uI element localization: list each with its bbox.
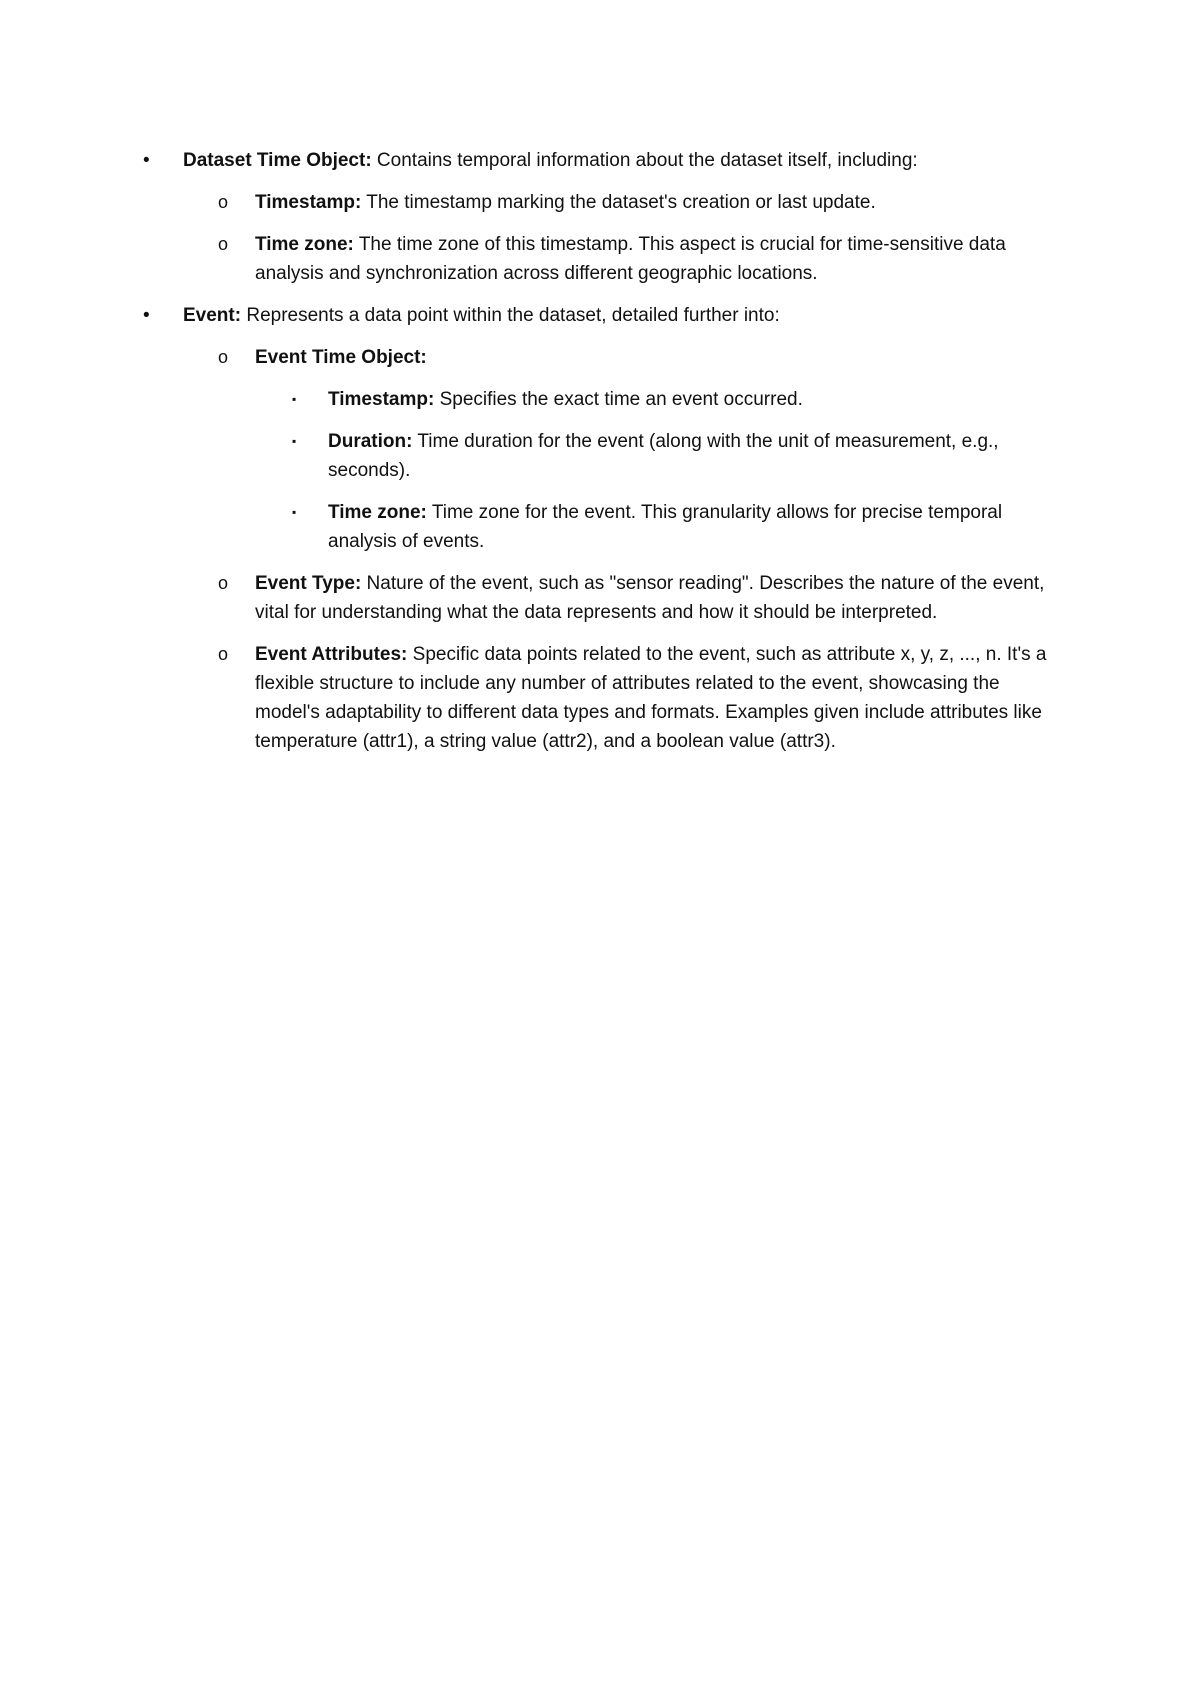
square-bullet-marker: ▪ [292, 434, 297, 448]
list-item-event-time-object [0, 343, 1055, 372]
list-item-description: Time zone for the event. This granularity allows for precise temporal analysis of events. [328, 502, 1003, 552]
list-item-text [255, 573, 1044, 623]
list-item-event-duration [0, 427, 1055, 485]
list-item-dataset-timestamp [0, 188, 1055, 217]
list-item-description: Represents a data point within the dataset, detailed further into: [241, 305, 780, 326]
list-item-text [255, 347, 427, 368]
list-item-description: Specific data points related to the event, such as attribute x, y, z, ..., n. It's a flexible structure to include any number of attributes related to the event, showcasing the model's adaptability to different data types and formats. Examples given include attributes like temperature (attr1), a string value (attr2), and a boolean value (attr3). [255, 644, 1047, 752]
list-item-term: Timestamp: [255, 192, 362, 213]
list-item-event-type [0, 569, 1055, 627]
list-item-term: Time zone: [328, 502, 427, 523]
sub-bullet-marker: o [218, 192, 229, 212]
list-item-text [255, 644, 1046, 752]
list-item-dataset-time-zone [0, 230, 1055, 288]
list-item-event-time-zone [0, 498, 1055, 556]
document-body [0, 146, 1200, 769]
list-item-event [0, 301, 1053, 330]
square-bullet-marker: ▪ [292, 392, 297, 406]
list-item-description: Specifies the exact time an event occurred. [434, 389, 803, 410]
list-item-term: Event Time Object: [255, 347, 427, 368]
list-item-description: The timestamp marking the dataset's creation or last update. [361, 192, 876, 213]
list-item-description: The time zone of this timestamp. This aspect is crucial for time-sensitive data analysis and synchronization across different geographic locations. [255, 234, 1006, 284]
list-item-dataset-time-object [0, 146, 1053, 175]
bullet-marker: • [143, 305, 150, 326]
sub-bullet-marker: o [218, 234, 229, 254]
sub-bullet-marker: o [218, 347, 229, 367]
list-item-term: Time zone: [255, 234, 354, 255]
list-item-description: Nature of the event, such as "sensor reading". Describes the nature of the event, vital for understanding what the data represents and how it should be interpreted. [255, 573, 1045, 623]
list-item-text [183, 305, 780, 326]
list-item-term: Timestamp: [328, 389, 435, 410]
list-item-term: Event Attributes: [255, 644, 408, 665]
list-item-term: Event Type: [255, 573, 362, 594]
list-item-term: Duration: [328, 431, 413, 452]
list-item-description: Time duration for the event (along with the unit of measurement, e.g., seconds). [328, 431, 999, 481]
bullet-marker: • [143, 150, 150, 171]
sub-bullet-marker: o [218, 573, 229, 593]
list-item-event-timestamp [0, 385, 1055, 414]
list-item-description: Contains temporal information about the dataset itself, including: [371, 150, 918, 171]
list-item-text [255, 234, 1006, 284]
list-item-term: Event: [183, 305, 242, 326]
list-item-term: Dataset Time Object: [183, 150, 372, 171]
list-item-text [255, 192, 876, 213]
list-item-text [328, 431, 999, 481]
square-bullet-marker: ▪ [292, 505, 297, 519]
list-item-text [328, 389, 803, 410]
list-item-event-attributes [0, 640, 1055, 756]
sub-bullet-marker: o [218, 644, 229, 664]
list-item-text [183, 150, 918, 171]
list-item-text [328, 502, 1002, 552]
